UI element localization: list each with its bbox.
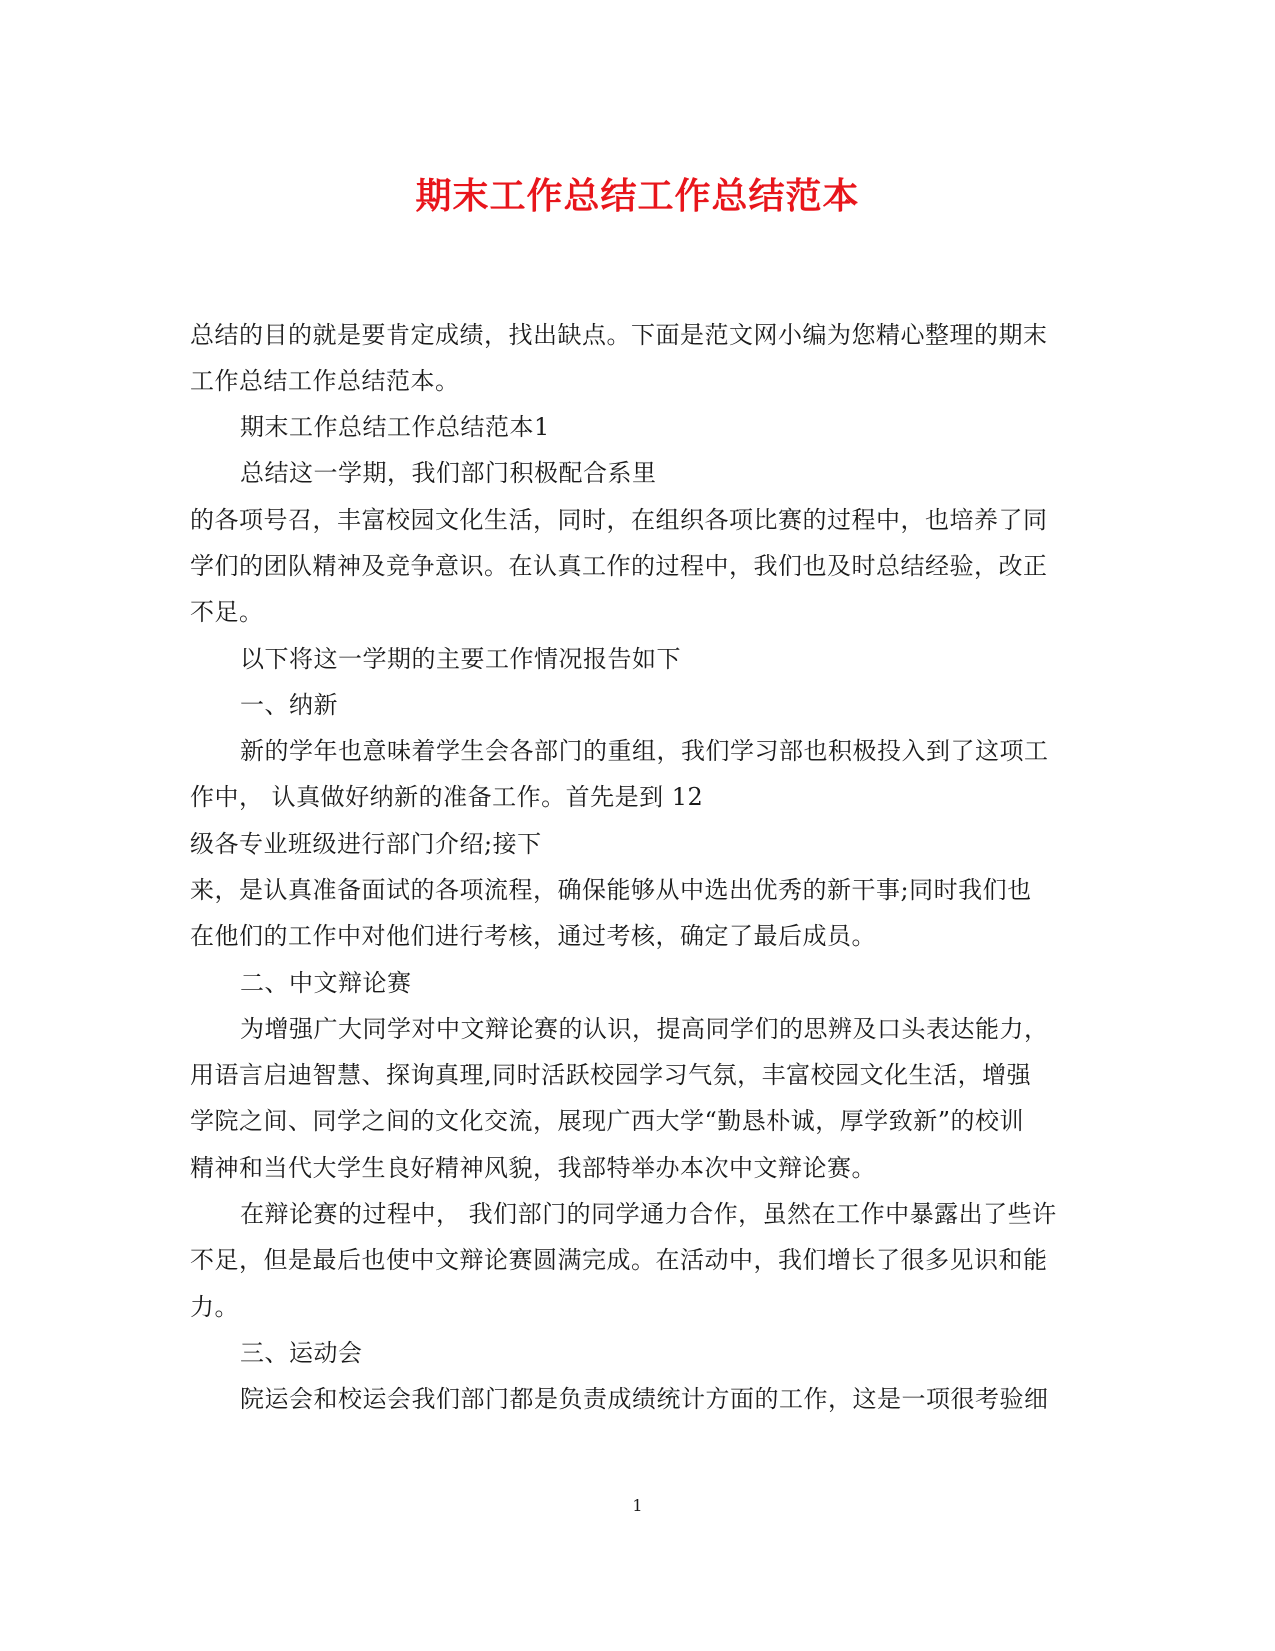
section-heading: 二、中文辩论赛 xyxy=(240,969,412,997)
paragraph-line: 不足，但是最后也使中文辩论赛圆满完成。在活动中，我们增长了很多见识和能 xyxy=(190,1246,1048,1274)
paragraph-line: 新的学年也意味着学生会各部门的重组，我们学习部也积极投入到了这项工 xyxy=(240,737,1049,765)
paragraph-line: 力。 xyxy=(190,1293,239,1321)
paragraph-line: 级各专业班级进行部门介绍;接下 xyxy=(190,830,542,858)
paragraph-line: 为增强广大同学对中文辩论赛的认识，提高同学们的思辨及口头表达能力， xyxy=(240,1015,1049,1043)
section-heading: 一、纳新 xyxy=(240,691,338,719)
paragraph-line: 不足。 xyxy=(190,598,264,626)
paragraph-line: 以下将这一学期的主要工作情况报告如下 xyxy=(240,645,681,673)
paragraph-line: 学们的团队精神及竞争意识。在认真工作的过程中，我们也及时总结经验，改正 xyxy=(190,552,1048,580)
paragraph-line: 院运会和校运会我们部门都是负责成绩统计方面的工作，这是一项很考验细 xyxy=(240,1385,1049,1413)
paragraph-line: 的各项号召，丰富校园文化生活，同时，在组织各项比赛的过程中，也培养了同 xyxy=(190,506,1048,534)
page-number: 1 xyxy=(632,1496,643,1515)
document-title: 期末工作总结工作总结范本 xyxy=(415,175,860,217)
section-heading: 三、运动会 xyxy=(240,1339,363,1367)
paragraph-line: 用语言启迪智慧、探询真理,同时活跃校园学习气氛，丰富校园文化生活，增强 xyxy=(190,1061,1032,1089)
paragraph-line: 作中， 认真做好纳新的准备工作。首先是到 12 xyxy=(190,783,704,811)
paragraph-line: 总结的目的就是要肯定成绩，找出缺点。下面是范文网小编为您精心整理的期末 xyxy=(190,321,1048,349)
paragraph-line: 精神和当代大学生良好精神风貌，我部特举办本次中文辩论赛。 xyxy=(190,1154,876,1182)
paragraph-line: 在辩论赛的过程中， 我们部门的同学通力合作，虽然在工作中暴露出了些许 xyxy=(240,1200,1057,1228)
paragraph-line: 来，是认真准备面试的各项流程，确保能够从中选出优秀的新干事;同时我们也 xyxy=(190,876,1032,904)
paragraph-line: 学院之间、同学之间的文化交流，展现广西大学“勤恳朴诚，厚学致新”的校训 xyxy=(190,1107,1025,1135)
section-heading: 期末工作总结工作总结范本1 xyxy=(240,413,550,441)
paragraph-line: 总结这一学期，我们部门积极配合系里 xyxy=(240,459,657,487)
paragraph-line: 在他们的工作中对他们进行考核，通过考核，确定了最后成员。 xyxy=(190,922,876,950)
paragraph-line: 工作总结工作总结范本。 xyxy=(190,367,460,395)
